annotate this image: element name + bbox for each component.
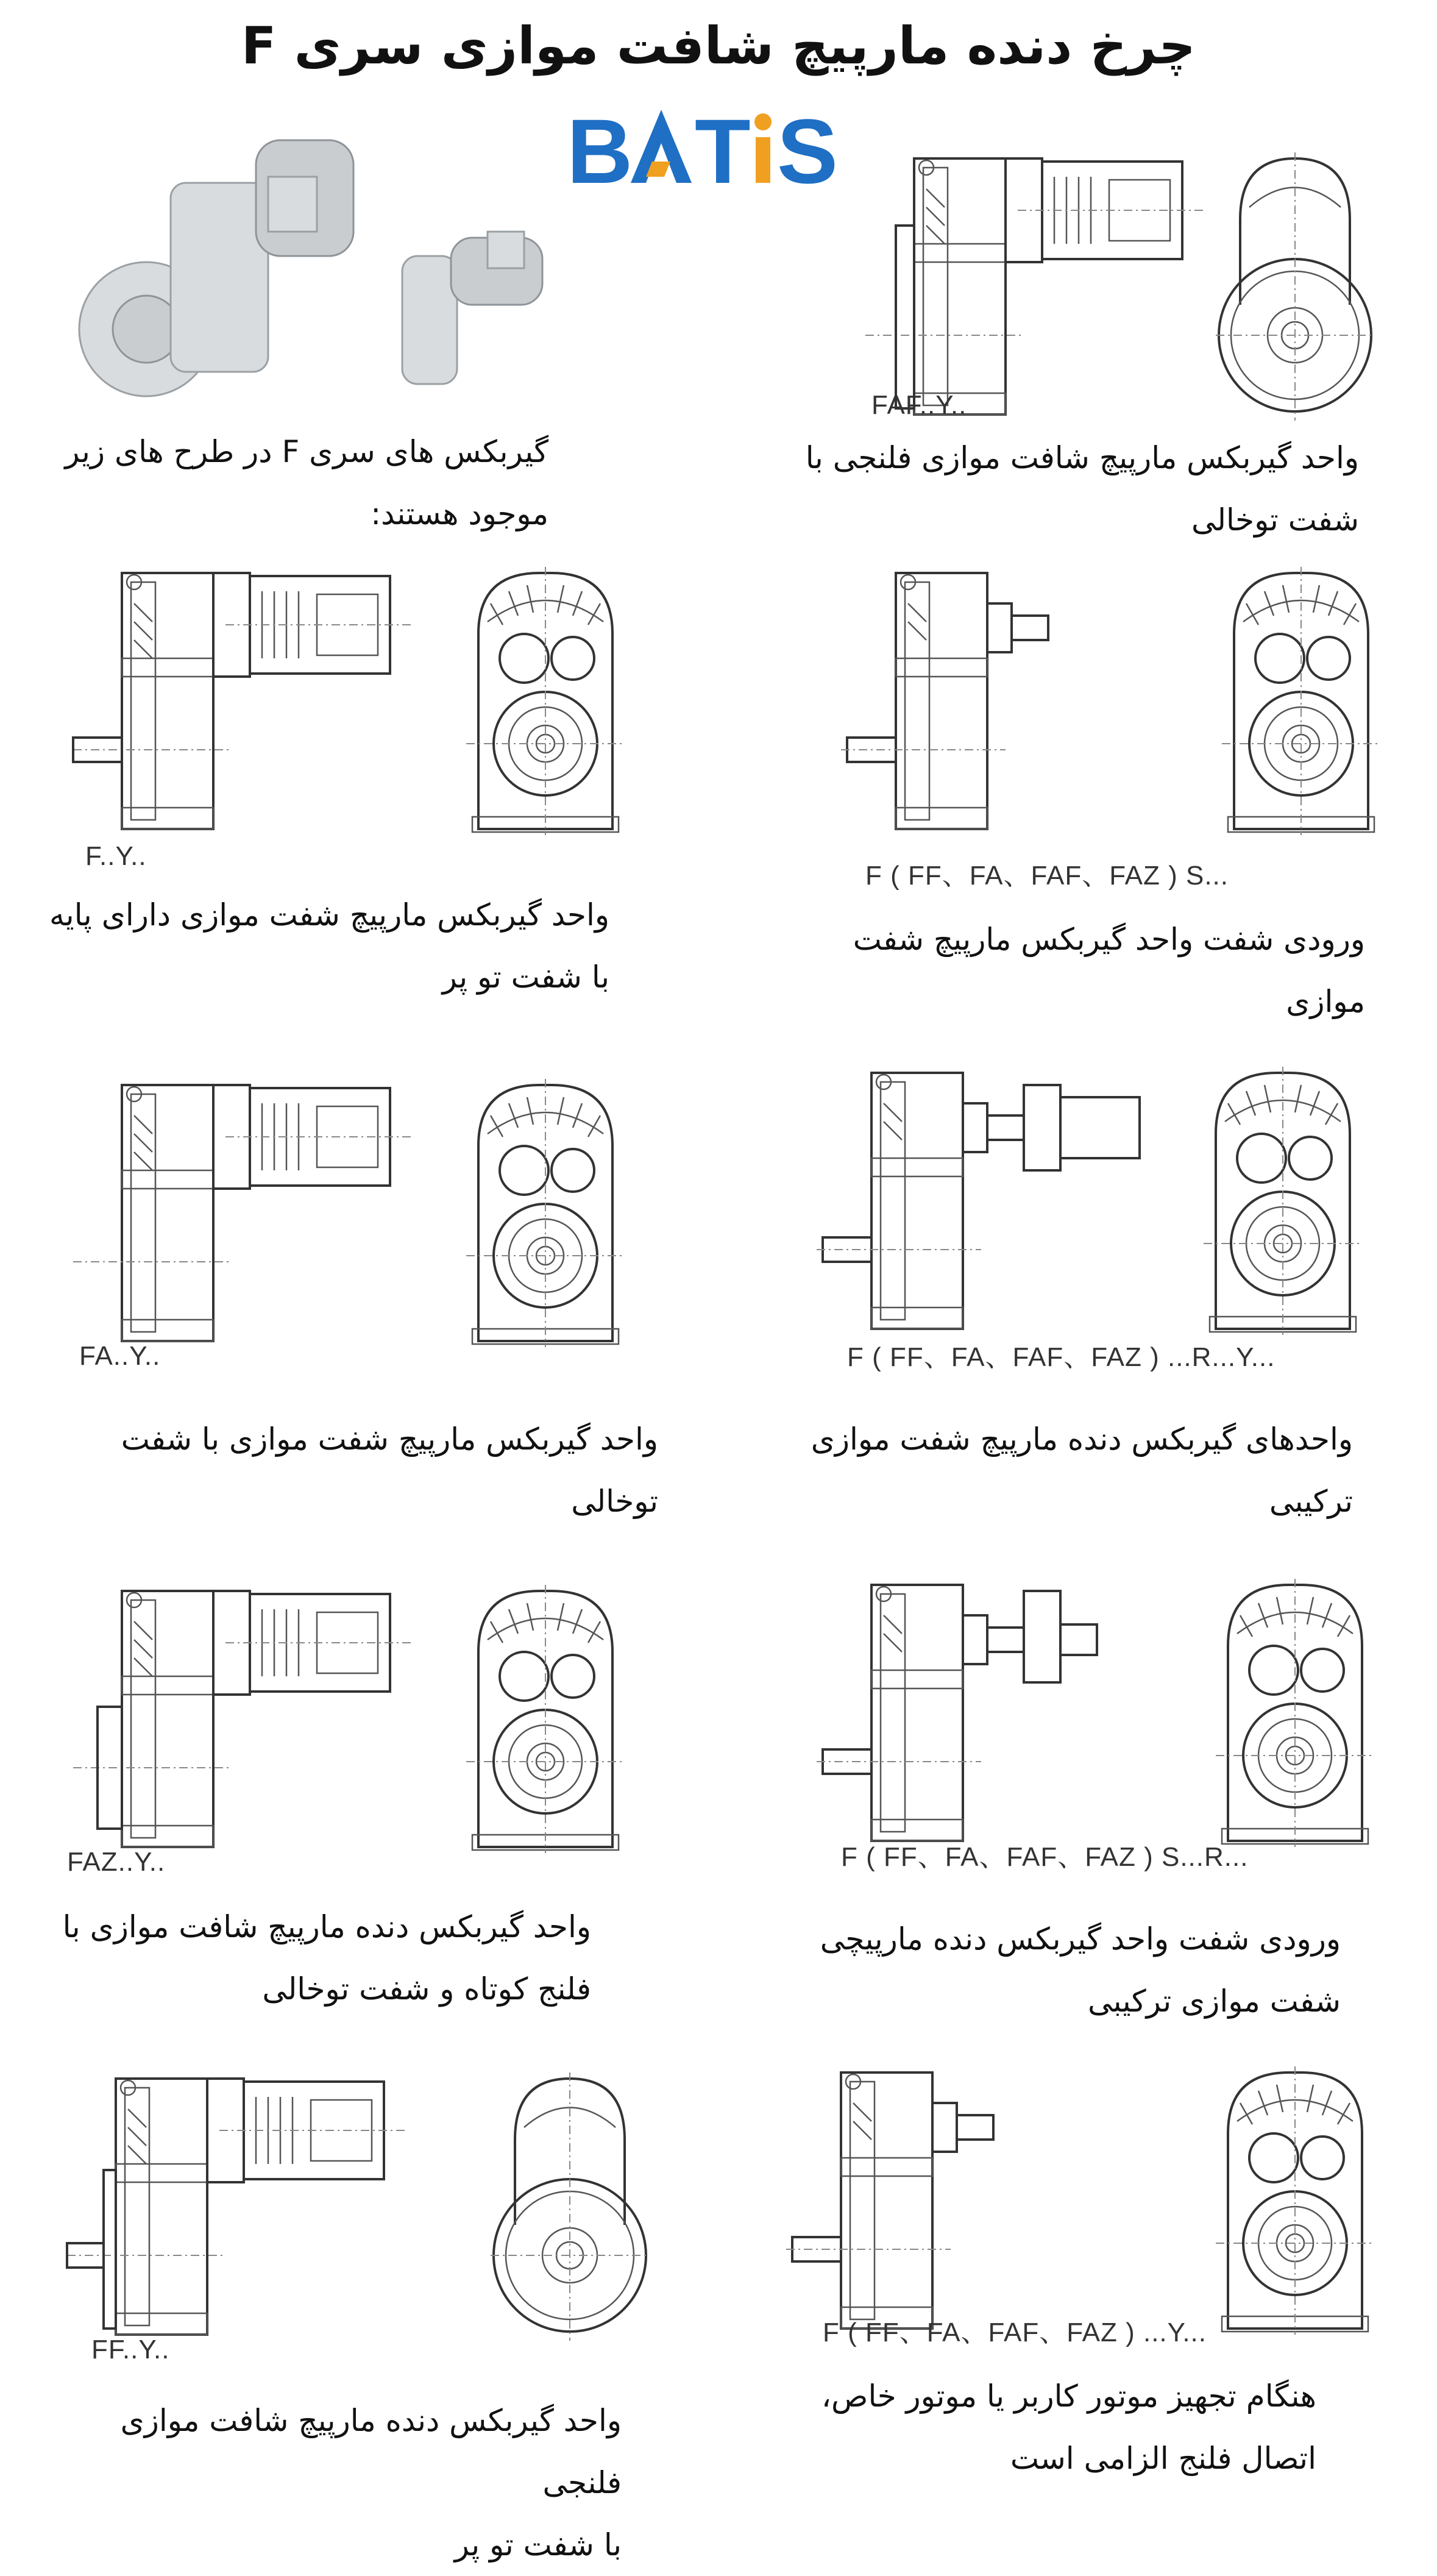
drawing-ff-y-front xyxy=(488,2073,652,2347)
drawing-f-y-front xyxy=(463,567,628,841)
model-code: FAZ..Y.. xyxy=(67,1847,166,1877)
variant-description: ورودی شفت واحد گیربکس مارپیچ شفت موازی xyxy=(853,922,1365,1019)
drawing-faz-y-front xyxy=(463,1585,628,1859)
drawing-faz-y-side xyxy=(61,1585,427,1859)
drawing-f-r-y-side xyxy=(817,1067,1158,1341)
drawing-f-y-custom-front xyxy=(1213,2066,1377,2341)
variant-description: واحد گیربکس دنده مارپیچ شافت موازی با فلنج کوتاه و شفت توخالی xyxy=(62,1909,591,2007)
svg-text:S: S xyxy=(777,100,839,202)
variant-description: واحد گیربکس مارپیچ شفت موازی دارای پایه با شفت تو پر xyxy=(49,897,609,995)
variant-description: واحد گیربکس مارپیچ شفت موازی با شفت توخالی xyxy=(121,1421,658,1519)
model-code: FA..Y.. xyxy=(79,1341,161,1371)
drawing-f-s-r-side xyxy=(817,1579,1134,1853)
svg-text:T: T xyxy=(695,100,751,202)
variant-description: واحد گیربکس دنده مارپیچ شافت موازی فلنجی با شفت تو پر xyxy=(120,2403,622,2563)
drawing-faf-y-front xyxy=(1213,152,1377,427)
brand-logo xyxy=(561,91,853,207)
model-code: F..Y.. xyxy=(85,841,147,871)
svg-text:B: B xyxy=(567,100,633,202)
drawing-faf-y-side xyxy=(853,152,1219,427)
model-code: FAF..Y.. xyxy=(871,390,967,420)
drawing-f-y-custom-side xyxy=(786,2066,1042,2341)
drawing-f-s-r-front xyxy=(1213,1579,1377,1853)
variant-description: ورودی شفت واحد گیربکس دنده مارپیچی شفت موازی ترکیبی xyxy=(820,1921,1341,2019)
drawing-f-s-side xyxy=(841,567,1097,841)
model-code: F ( FF、FA、FAF、FAZ ) ...R...Y... xyxy=(847,1342,1276,1372)
gearbox-photo-small xyxy=(390,219,561,396)
variant-description: هنگام تجهیز موتور کاربر یا موتور خاص، اتصال فلنج الزامی است xyxy=(821,2379,1316,2476)
drawing-fa-y-side xyxy=(61,1079,427,1353)
variant-description: واحد گیربکس مارپیچ شافت موازی فلنجی با شفت توخالی xyxy=(805,440,1359,538)
drawing-ff-y-side xyxy=(55,2073,420,2347)
drawing-f-r-y-front xyxy=(1201,1067,1365,1341)
model-code: FF..Y.. xyxy=(91,2335,170,2364)
page-title: چرخ دنده مارپیچ شافت موازی سری F xyxy=(241,16,1196,76)
model-code: F ( FF、FA、FAF、FAZ ) S...R... xyxy=(841,1842,1249,1872)
drawing-f-s-front xyxy=(1219,567,1383,841)
model-code: F ( FF、FA、FAF、FAZ ) S... xyxy=(865,861,1229,891)
gearbox-photo-large xyxy=(73,122,360,402)
drawing-f-y-side xyxy=(61,567,427,841)
drawing-fa-y-front xyxy=(463,1079,628,1353)
model-code: F ( FF、FA、FAF、FAZ ) ...Y... xyxy=(823,2318,1207,2347)
variant-description: واحدهای گیربکس دنده مارپیچ شفت موازی ترکیبی xyxy=(811,1421,1353,1519)
intro-text: گیربکس های سری F در طرح های زیر موجود هستند: xyxy=(65,434,548,532)
